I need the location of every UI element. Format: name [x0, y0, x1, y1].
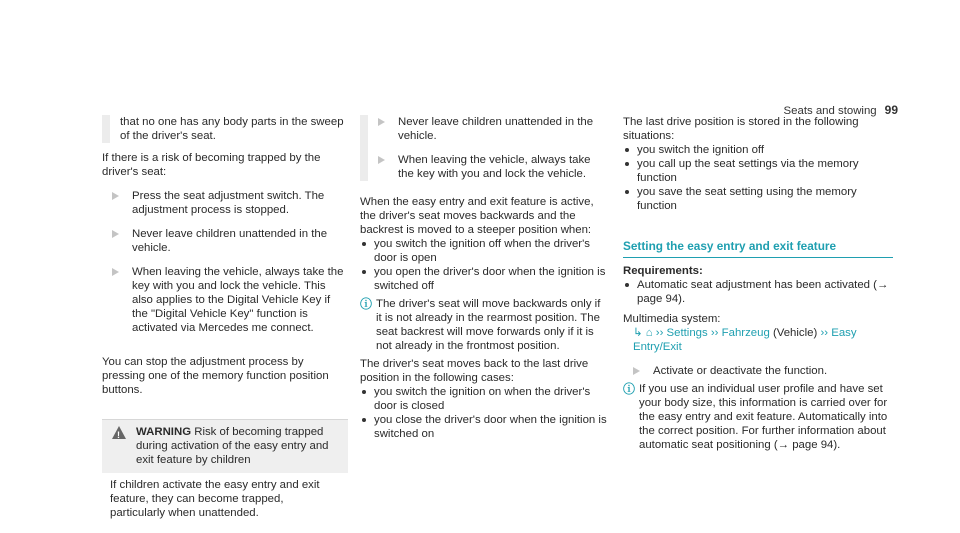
path-chevron-icon: ››: [820, 327, 829, 339]
requirements-list: [623, 278, 893, 306]
path-settings: Settings: [666, 327, 708, 339]
list-item: you call up the seat settings via the memory function: [623, 157, 893, 185]
intro-text: that no one has any body parts in the sweep of the driver's seat.: [120, 116, 344, 142]
list-item: Automatic seat adjustment has been activated (→ page 94).: [623, 278, 893, 306]
step-arrow-icon: [112, 192, 119, 200]
warning-triangle-icon: [112, 426, 126, 439]
column-right: [623, 115, 893, 452]
easy-entry-active-text: When the easy entry and exit feature is active, the driver's seat moves backwards and the backrest is moved to a steeper position when:: [360, 196, 594, 236]
active-conditions-list: [360, 237, 608, 293]
step-arrow-icon: [378, 118, 385, 126]
stored-position-text: The last drive position is stored in the following situations:: [623, 116, 859, 142]
step-item: Never leave children unattended in the vehicle.: [102, 227, 348, 255]
info-note: ⓘ The driver's seat will move backwards only if it is not already in the rearmost position. The seat backrest will move forwards only if it is not already in the frontmost position.: [360, 297, 601, 352]
warning-box: [102, 419, 348, 520]
continued-steps: [360, 115, 608, 181]
trapped-condition: If there is a risk of becoming trapped by the driver's seat:: [102, 152, 321, 178]
section-title: Setting the easy entry and exit feature: [623, 239, 893, 258]
path-vehicle-translation: (Vehicle): [772, 327, 818, 339]
info-icon: ⓘ: [623, 382, 636, 396]
step-arrow-icon: [633, 367, 640, 375]
step-item: Never leave children unattended in the vehicle.: [368, 115, 608, 143]
enter-arrow-icon: ↳: [633, 327, 643, 339]
header-title: Seats and stowing: [783, 105, 877, 117]
path-easy-entry-exit: Easy Entry/Exit: [633, 327, 857, 353]
list-item: you open the driver's door when the ignition is switched off: [360, 265, 608, 293]
step-arrow-icon: [112, 268, 119, 276]
list-item: you switch the ignition off when the driver's door is open: [360, 237, 608, 265]
stored-conditions-list: [623, 143, 893, 213]
warning-title: Risk of becoming trapped during activation of the easy entry and exit feature by children: [136, 426, 329, 466]
warning-body: If children activate the easy entry and exit feature, they can become trapped, particularly when unattended.: [110, 479, 320, 519]
list-item: you switch the ignition on when the driver's door is closed: [360, 385, 608, 413]
continued-text: [102, 115, 348, 143]
step-item: When leaving the vehicle, always take the key with you and lock the vehicle. This also applies to the Digital Vehicle Key if the "Digital Vehicle Key" function is activated via Mercedes me connect.: [102, 265, 348, 335]
list-item: you save the seat setting using the memory function: [623, 185, 893, 213]
home-icon: ⌂: [645, 327, 653, 339]
path-vehicle: Fahrzeug: [721, 327, 770, 339]
list-item: you switch the ignition off: [623, 143, 893, 157]
step-item: Press the seat adjustment switch. The adjustment process is stopped.: [102, 189, 348, 217]
warning-label: WARNING: [136, 426, 192, 438]
step-arrow-icon: [378, 156, 385, 164]
info-icon: ⓘ: [360, 297, 373, 311]
path-chevron-icon: ››: [655, 327, 664, 339]
path-chevron-icon: ››: [710, 327, 719, 339]
multimedia-label: Multimedia system:: [623, 313, 721, 325]
column-left: [102, 115, 348, 520]
stop-adjustment-text: You can stop the adjustment process by pressing one of the memory function position buttons.: [102, 356, 329, 396]
step-arrow-icon: [112, 230, 119, 238]
requirements-label: Requirements:: [623, 265, 703, 277]
return-position-text: The driver's seat moves back to the last drive position in the following cases:: [360, 358, 589, 384]
column-middle: [360, 115, 608, 441]
step-item: When leaving the vehicle, always take the key with you and lock the vehicle.: [368, 153, 608, 181]
info-note: ⓘ If you use an individual user profile and have set your body size, this information is carried over for the easy entry and exit feature. Automatically into the correct position. For further information about automatic seat positioning (→ page 94).: [623, 382, 888, 451]
page-number: 99: [884, 103, 898, 117]
return-conditions-list: [360, 385, 608, 441]
list-item: you close the driver's door when the ignition is switched on: [360, 413, 608, 441]
step-item: Activate or deactivate the function.: [623, 364, 893, 378]
warning-header: [102, 420, 348, 473]
menu-path: [623, 326, 893, 354]
